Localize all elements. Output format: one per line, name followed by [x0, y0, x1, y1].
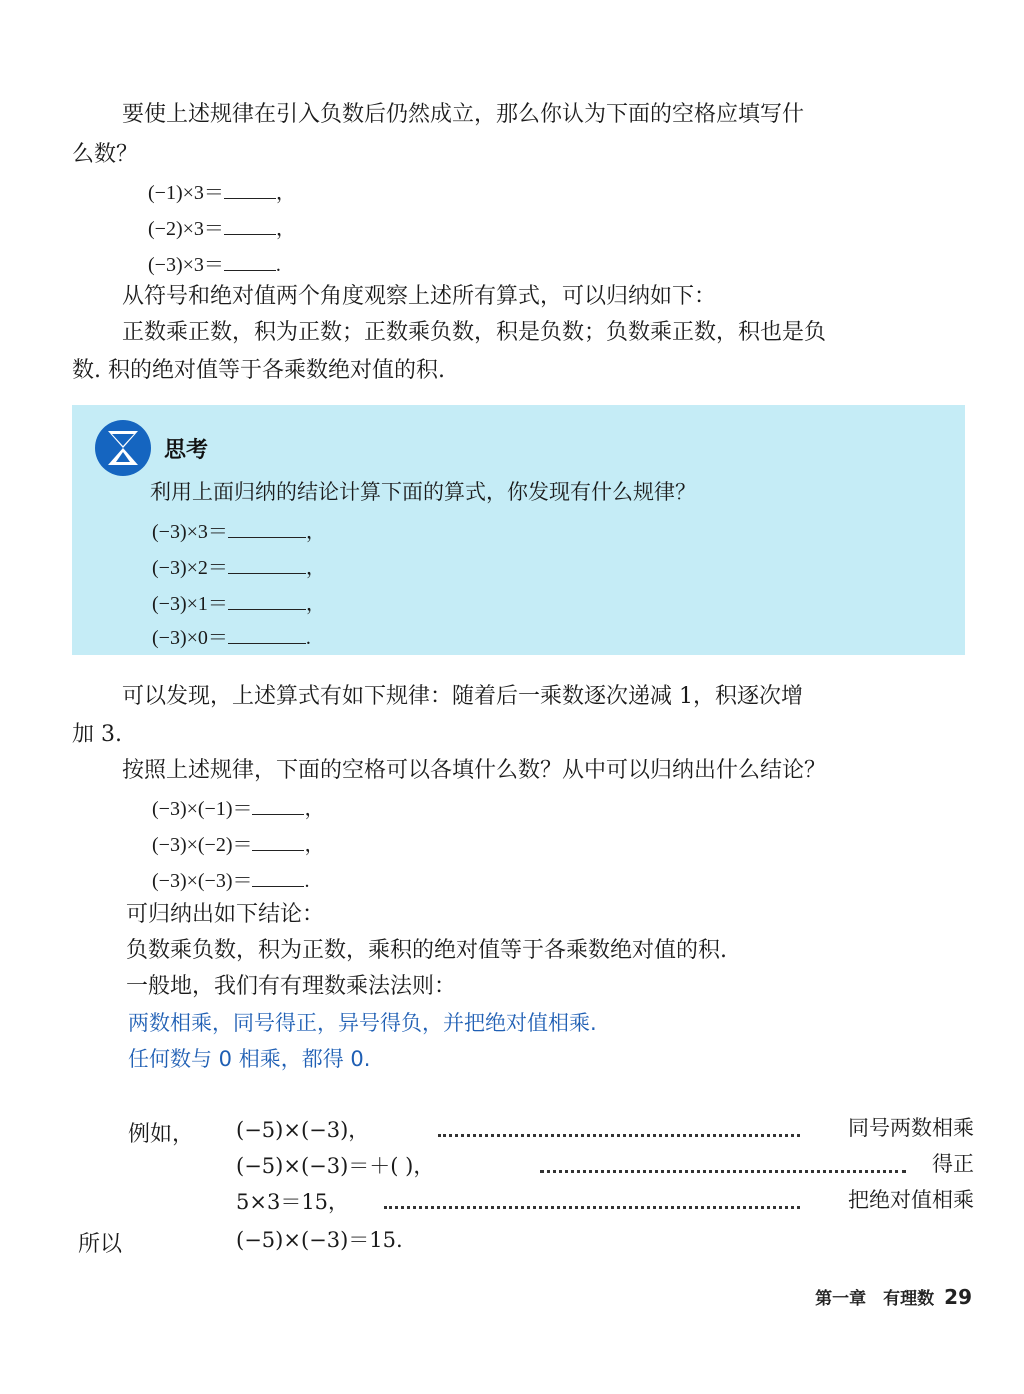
example-row-note: 同号两数相乘 — [848, 1116, 974, 1140]
answer-blank — [228, 589, 306, 610]
equation-row — [152, 553, 326, 582]
equation-end: . — [305, 627, 311, 649]
dotted-leader — [384, 1206, 800, 1209]
chapter-label: 第一章 有理数 — [815, 1289, 935, 1309]
para2: 从符号和绝对值两个角度观察上述所有算式，可以归纳如下： — [122, 284, 717, 309]
answer-blank — [228, 623, 306, 644]
equation-expression: (−3)×(−3)＝ — [152, 870, 253, 892]
equation-expression: (−1)×3＝ — [148, 182, 224, 204]
hourglass-icon — [94, 419, 152, 477]
think-title: 思考 — [164, 438, 209, 463]
think-box — [72, 405, 965, 655]
equation-row — [148, 250, 281, 279]
equation-row — [148, 214, 296, 243]
rule-1: 两数相乘，同号得正，异号得负，并把绝对值相乘. — [128, 1011, 597, 1035]
equation-end: ， — [275, 182, 296, 204]
dotted-leader — [438, 1134, 800, 1137]
example-row-note: 得正 — [932, 1152, 974, 1176]
example-row-expression: 5×3＝15， — [236, 1190, 350, 1214]
equation-end: ， — [305, 521, 326, 543]
equation-row — [152, 794, 324, 823]
equation-expression: (−3)×(−1)＝ — [152, 798, 253, 820]
page-number: 29 — [944, 1285, 972, 1309]
example-row-expression: (−5)×(−3)＝＋( )， — [236, 1154, 435, 1178]
example-result: (−5)×(−3)＝15. — [236, 1228, 403, 1252]
equation-expression: (−3)×(−2)＝ — [152, 834, 253, 856]
equation-expression: (−2)×3＝ — [148, 218, 224, 240]
equation-row — [152, 517, 326, 546]
answer-blank — [224, 178, 276, 199]
answer-blank — [228, 553, 306, 574]
para4-line2: 加 3. — [72, 722, 122, 747]
answer-blank — [252, 794, 304, 815]
example-row-expression: (−5)×(−3)， — [236, 1118, 370, 1142]
example-so: 所以 — [78, 1232, 123, 1257]
equation-expression: (−3)×3＝ — [148, 254, 224, 276]
para1-line1: 要使上述规律在引入负数后仍然成立，那么你认为下面的空格应填写什 — [122, 102, 805, 127]
equation-row — [152, 866, 309, 895]
dotted-leader — [540, 1170, 906, 1173]
equation-row — [152, 830, 324, 859]
para3-line2: 数. 积的绝对值等于各乘数绝对值的积. — [72, 358, 445, 383]
example-row-note: 把绝对值相乘 — [848, 1188, 974, 1212]
answer-blank — [252, 830, 304, 851]
answer-blank — [224, 250, 276, 271]
equation-expression: (−3)×3＝ — [152, 521, 228, 543]
answer-blank — [228, 517, 306, 538]
para1-line2: 么数？ — [72, 142, 139, 167]
equation-end: ， — [305, 593, 326, 615]
equation-row — [152, 589, 326, 618]
para5: 按照上述规律，下面的空格可以各填什么数？从中可以归纳出什么结论？ — [122, 758, 827, 783]
equation-end: ， — [304, 798, 325, 820]
equation-end: . — [275, 254, 281, 276]
para3-line1: 正数乘正数，积为正数；正数乘负数，积是负数；负数乘正数，积也是负 — [122, 320, 827, 345]
equation-end: ， — [304, 834, 325, 856]
para8: 一般地，我们有有理数乘法法则： — [126, 974, 457, 999]
equation-end: . — [304, 870, 310, 892]
equation-expression: (−3)×2＝ — [152, 557, 228, 579]
equation-row — [148, 178, 296, 207]
equation-end: ， — [275, 218, 296, 240]
equation-end: ， — [305, 557, 326, 579]
page-footer — [815, 1284, 972, 1309]
equation-expression: (−3)×1＝ — [152, 593, 228, 615]
para4-line1: 可以发现，上述算式有如下规律：随着后一乘数逐次递减 1，积逐次增 — [122, 684, 803, 709]
answer-blank — [252, 866, 304, 887]
para6: 可归纳出如下结论： — [126, 902, 325, 927]
think-prompt: 利用上面归纳的结论计算下面的算式，你发现有什么规律？ — [150, 480, 696, 504]
rule-2: 任何数与 0 相乘，都得 0. — [128, 1047, 371, 1071]
example-lead: 例如， — [128, 1122, 195, 1147]
answer-blank — [224, 214, 276, 235]
equation-expression: (−3)×0＝ — [152, 627, 228, 649]
equation-row — [152, 623, 311, 652]
para7: 负数乘负数，积为正数，乘积的绝对值等于各乘数绝对值的积. — [126, 938, 727, 963]
